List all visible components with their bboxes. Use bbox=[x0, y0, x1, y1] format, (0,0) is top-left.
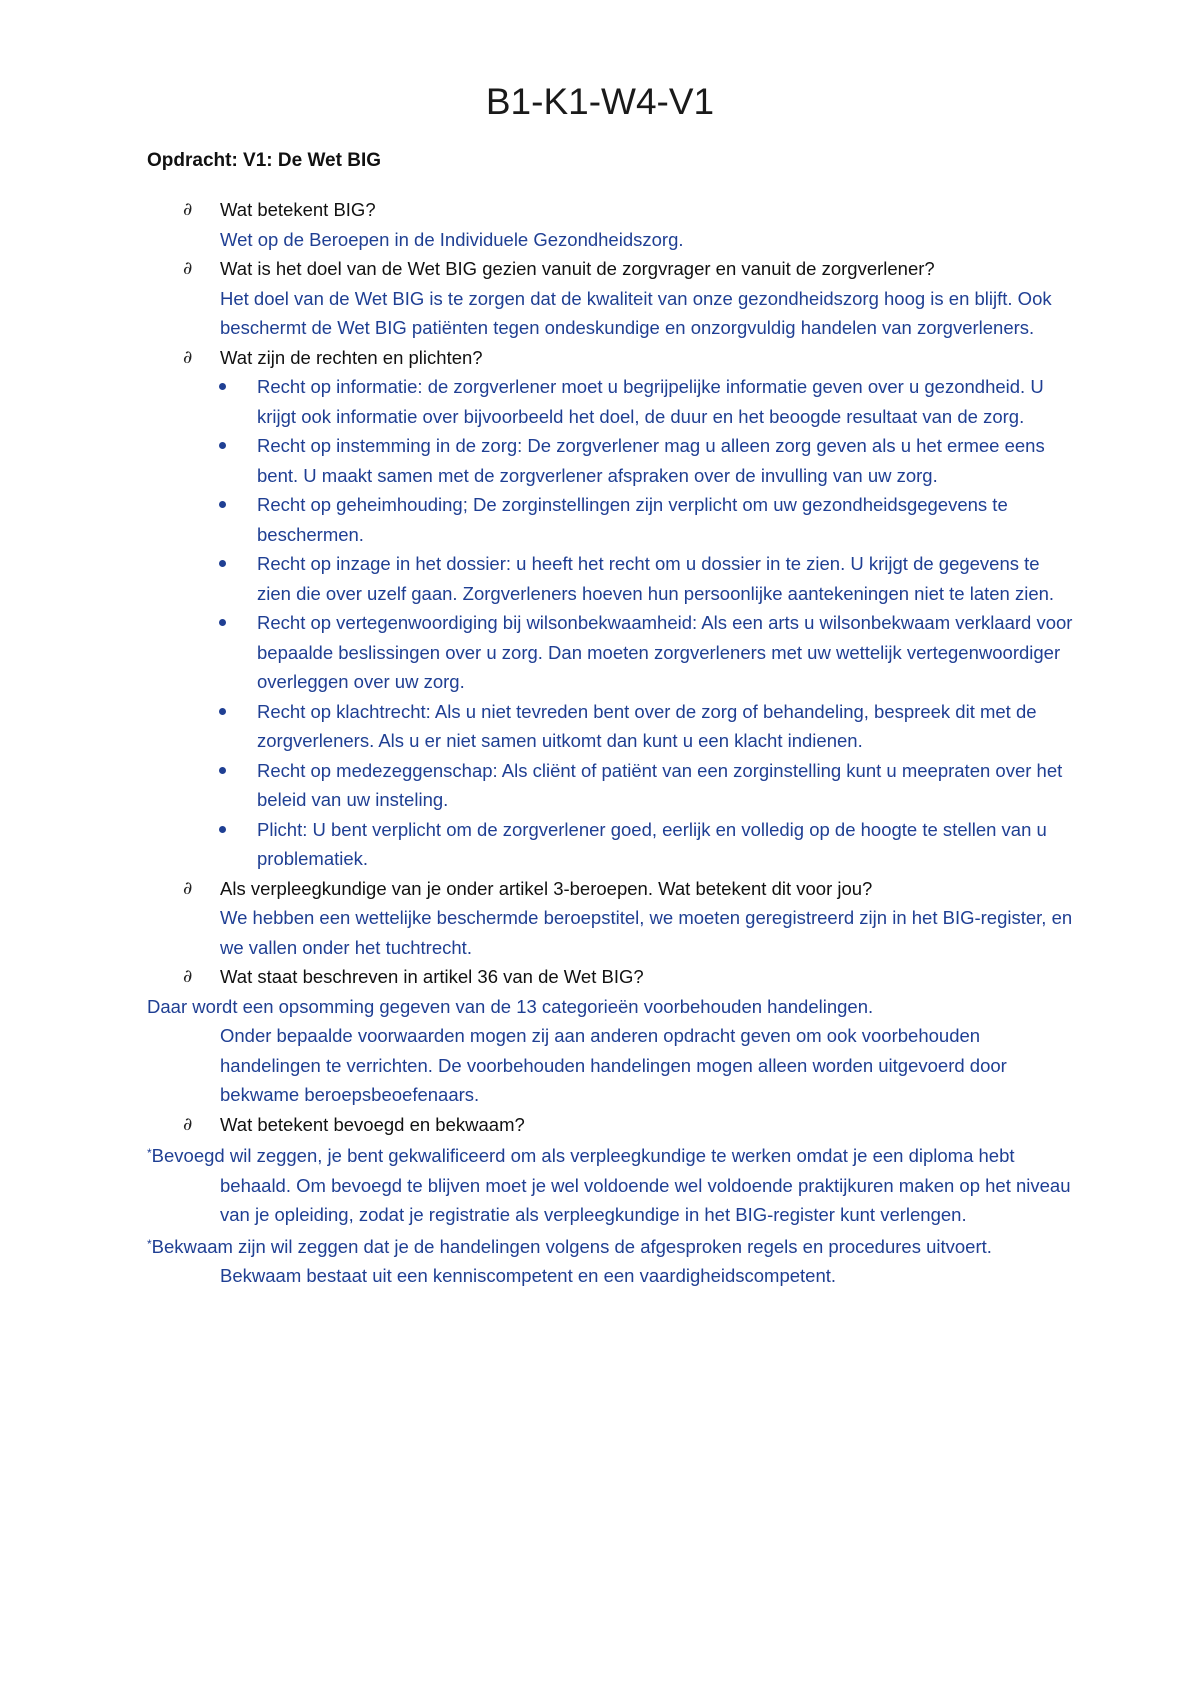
question-bullet-icon: ∂ bbox=[183, 199, 193, 220]
assignment-heading: Opdracht: V1: De Wet BIG bbox=[147, 150, 382, 171]
document-body bbox=[147, 195, 1077, 1291]
answer-1: Wet op de Beroepen in de Individuele Gezondheidszorg. bbox=[220, 228, 684, 250]
asterisk-icon: * bbox=[147, 1236, 152, 1251]
list-item: Recht op vertegenwoordiging bij wilsonbekwaamheid: Als een arts u wilsonbekwaam verklaard voor bepaalde beslissingen over u zorg. Dan moeten zorgverleners met uw wettelijk vertegenwoordiger overleggen over uw zorg. bbox=[147, 608, 1077, 697]
question-bullet-icon: ∂ bbox=[183, 258, 193, 279]
list-item: Recht op inzage in het dossier: u heeft het recht om u dossier in te zien. U krijgt de gegevens te zien die over uzelf gaan. Zorgverleners hoeven hun persoonlijke aantekeningen niet te laten zien. bbox=[147, 549, 1077, 608]
rights-list bbox=[147, 372, 1077, 874]
document-title: B1-K1-W4-V1 bbox=[485, 81, 715, 122]
asterisk-icon: * bbox=[147, 1146, 152, 1160]
bullet-dot-icon bbox=[219, 619, 226, 626]
list-item: Recht op medezeggenschap: Als cliënt of patiënt van een zorginstelling kunt u meepraten over het beleid van uw insteling. bbox=[147, 756, 1077, 815]
list-item: Recht op instemming in de zorg: De zorgverlener mag u alleen zorg geven als u het ermee eens bent. U maakt samen met de zorgverlener afspraken over de invulling van uw zorg. bbox=[147, 431, 1077, 490]
bullet-dot-icon bbox=[219, 767, 226, 774]
answer-6-bekwaam: *Bekwaam zijn wil zeggen dat je de handelingen volgens de afgesproken regels en procedures uitvoert. Bekwaam bestaat uit een kenniscompetent en een vaardigheidscompetent. bbox=[147, 1235, 992, 1286]
list-item: Recht op informatie: de zorgverlener moet u begrijpelijke informatie geven over u gezondheid. U krijgt ook informatie over bijvoorbeeld het doel, de duur en het beoogde resultaat van de zorg. bbox=[147, 372, 1077, 431]
question-4: ∂ Als verpleegkundige van je onder artikel 3-beroepen. Wat betekent dit voor jou? bbox=[147, 874, 1077, 904]
bullet-dot-icon bbox=[219, 383, 226, 390]
bullet-dot-icon bbox=[219, 442, 226, 449]
answer-2: Het doel van de Wet BIG is te zorgen dat de kwaliteit van onze gezondheidszorg hoog is en blijft. Ook beschermt de Wet BIG patiënten tegen ondeskundige en onzorgvuldig handelen van zorgverleners. bbox=[220, 287, 1052, 338]
question-bullet-icon: ∂ bbox=[183, 1113, 193, 1135]
bullet-dot-icon bbox=[219, 560, 226, 567]
question-2: ∂ Wat is het doel van de Wet BIG gezien vanuit de zorgvrager en vanuit de zorgverlener? bbox=[147, 254, 1077, 284]
question-bullet-icon: ∂ bbox=[183, 346, 193, 368]
bullet-dot-icon bbox=[219, 501, 226, 508]
list-item: Recht op geheimhouding; De zorginstellingen zijn verplicht om uw gezondheidsgegevens te beschermen. bbox=[147, 490, 1077, 549]
answer-4: We hebben een wettelijke beschermde beroepstitel, we moeten geregistreerd zijn in het BIG-register, en we vallen onder het tuchtrecht. bbox=[220, 907, 1073, 958]
question-bullet-icon: ∂ bbox=[183, 966, 193, 987]
answer-6-bevoegd: *Bevoegd wil zeggen, je bent gekwalificeerd om als verpleegkundige te werken omdat je een diploma hebt behaald. Om bevoegd te blijven moet je wel voldoende wel voldoende praktijkuren maken op het niveau van je opleiding, zodat je registratie als verpleegkundige in het BIG-register kunt verlengen. bbox=[147, 1145, 1071, 1225]
question-1: ∂ Wat betekent BIG? bbox=[147, 195, 1077, 225]
list-item: Recht op klachtrecht: Als u niet tevreden bent over de zorg of behandeling, bespreek dit met de zorgverleners. Als u er niet samen uitkomt dan kunt u een klacht indienen. bbox=[147, 697, 1077, 756]
question-6: ∂ Wat betekent bevoegd en bekwaam? bbox=[147, 1110, 1077, 1140]
answer-5-line: Daar wordt een opsomming gegeven van de 13 categorieën voorbehouden handelingen. bbox=[147, 995, 874, 1017]
question-3: ∂ Wat zijn de rechten en plichten? bbox=[147, 343, 1077, 373]
answer-5-continued: Onder bepaalde voorwaarden mogen zij aan anderen opdracht geven om ook voorbehouden handelingen te verrichten. De voorbehouden handelingen mogen alleen worden uitgevoerd door bekwame beroepsbeoefenaars. bbox=[220, 1025, 1007, 1105]
question-bullet-icon: ∂ bbox=[183, 877, 193, 899]
bullet-dot-icon bbox=[219, 826, 226, 833]
question-5: ∂ Wat staat beschreven in artikel 36 van de Wet BIG? bbox=[147, 962, 1077, 992]
list-item: Plicht: U bent verplicht om de zorgverlener goed, eerlijk en volledig op de hoogte te stellen van u problematiek. bbox=[147, 815, 1077, 874]
bullet-dot-icon bbox=[219, 708, 226, 715]
